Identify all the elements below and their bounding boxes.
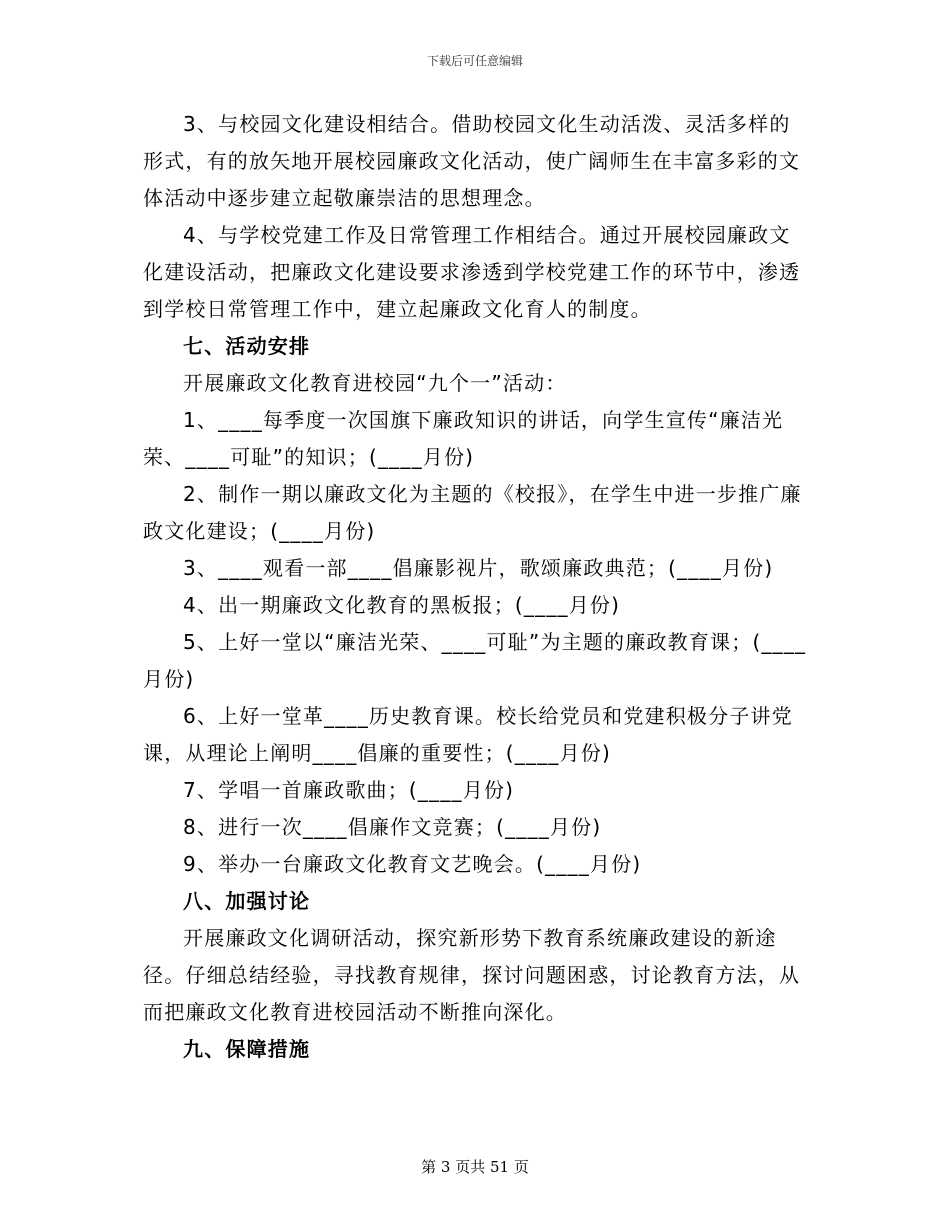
paragraph-research: 开展廉政文化调研活动，探究新形势下教育系统廉政建设的新途径。仔细总结经验，寻找教育规律，探讨问题困惑，讨论教育方法，从而把廉政文化教育进校园活动不断推向深化。	[143, 926, 801, 1024]
header-note: 下载后可任意编辑	[426, 54, 523, 68]
page-number: 第 3 页共 51 页	[421, 1158, 529, 1176]
list-item-activity-5: 5、上好一堂以“廉洁光荣、____可耻”为主题的廉政教育课；(____月份)	[143, 630, 807, 691]
list-item-activity-6: 6、上好一堂革____历史教育课。校长给党员和党建积极分子讲党课，从理论上阐明____倡廉的重要性；(____月份)	[143, 704, 793, 765]
paragraph-party-building: 4、与学校党建工作及日常管理工作相结合。通过开展校园廉政文化建设活动，把廉政文化建设要求渗透到学校党建工作的环节中，渗透到学校日常管理工作中，建立起廉政文化育人的制度。	[143, 223, 801, 321]
list-item-activity-9: 9、举办一台廉政文化教育文艺晚会。(____月份)	[183, 852, 642, 876]
paragraph-activity-intro: 开展廉政文化教育进校园“九个一”活动：	[183, 371, 567, 395]
heading-safeguard-measures: 九、保障措施	[183, 1037, 311, 1061]
list-item-activity-2: 2、制作一期以廉政文化为主题的《校报》，在学生中进一步推广廉政文化建设；(____月份)	[143, 482, 802, 543]
document-body	[143, 106, 811, 1068]
list-item-activity-7: 7、学唱一首廉政歌曲；(____月份)	[183, 778, 515, 802]
list-item-activity-3: 3、____观看一部____倡廉影视片，歌颂廉政典范；(____月份)	[183, 556, 774, 580]
list-item-activity-8: 8、进行一次____倡廉作文竞赛；(____月份)	[183, 815, 602, 839]
list-item-activity-1: 1、____每季度一次国旗下廉政知识的讲话，向学生宣传“廉洁光荣、____可耻”的知识；(____月份)	[143, 408, 784, 469]
heading-activity-arrangement: 七、活动安排	[183, 334, 311, 358]
list-item-activity-4: 4、出一期廉政文化教育的黑板报；(____月份)	[183, 593, 621, 617]
paragraph-campus-culture: 3、与校园文化建设相结合。借助校园文化生动活泼、灵活多样的形式，有的放矢地开展校园廉政文化活动，使广阔师生在丰富多彩的文体活动中逐步建立起敬廉崇洁的思想理念。	[143, 112, 801, 210]
heading-strengthen-discussion: 八、加强讨论	[183, 889, 311, 913]
